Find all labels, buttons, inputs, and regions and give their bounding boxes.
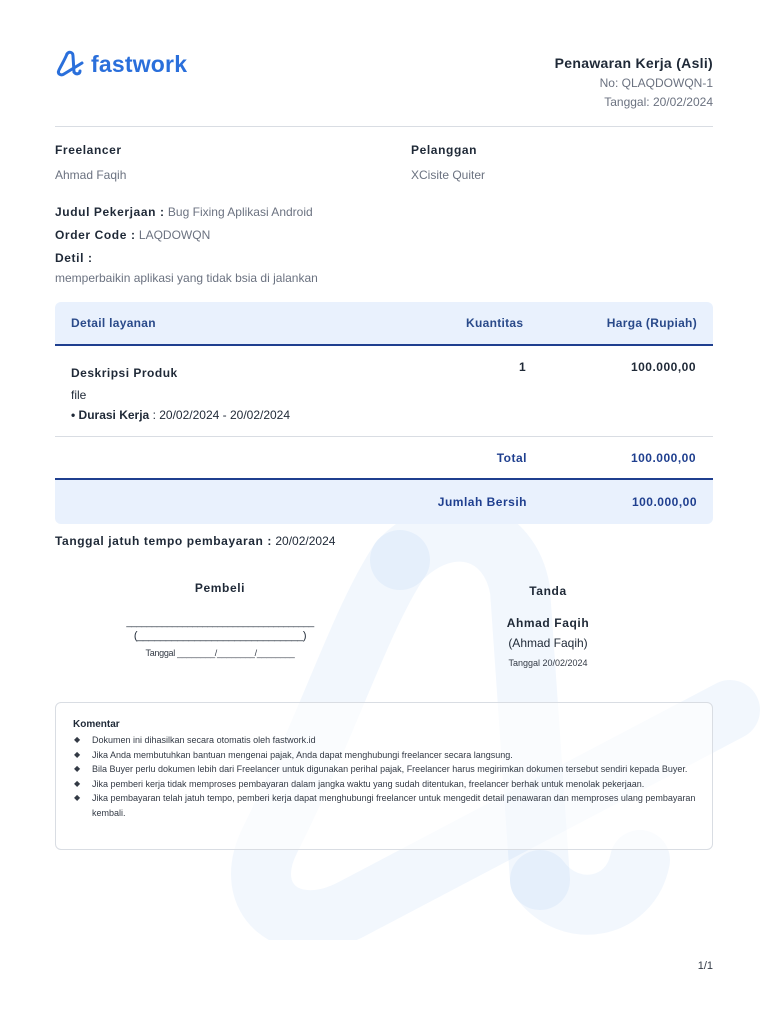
job-title-label: Judul Pekerjaan :: [55, 205, 165, 219]
fastwork-logo: [55, 50, 187, 78]
signer-signature: [448, 584, 648, 668]
job-title-value: Bug Fixing Aplikasi Android: [167, 205, 313, 219]
diamond-bullet-icon: ◆: [74, 793, 81, 802]
order-code-value: LAQDOWQN: [138, 228, 211, 242]
net-value: 100.000,00: [631, 495, 697, 509]
item-price: 100.000,00: [630, 360, 696, 374]
item-name: Deskripsi Produk: [71, 366, 178, 380]
document-date: Tanggal: 20/02/2024: [604, 95, 713, 109]
header-service: Detail layanan: [71, 316, 156, 330]
signer-name-paren: (Ahmad Faqih): [508, 636, 588, 650]
order-code-row: [55, 228, 210, 242]
comment-item: ◆ Bila Buyer perlu dokumen lebih dari Freelancer untuk digunakan perihal pajak, Freelancer harus megirimkan dokumen tersebut sendiri kepada Buyer.: [73, 762, 703, 777]
document-title: Penawaran Kerja (Asli): [554, 55, 713, 71]
header-quantity: Kuantitas: [466, 316, 524, 330]
diamond-bullet-icon: ◆: [74, 749, 81, 759]
signer-date: Tanggal 20/02/2024: [508, 658, 588, 668]
total-value: 100.000,00: [630, 451, 696, 465]
detail-label: Detil :: [55, 251, 93, 265]
comments-box: [55, 702, 713, 850]
document-number: No: QLAQDOWQN-1: [599, 76, 713, 90]
freelancer-label: Freelancer: [55, 143, 122, 157]
diamond-bullet-icon: ◆: [74, 778, 81, 788]
net-label: Jumlah Bersih: [437, 495, 527, 509]
buyer-date-placeholder: Tanggal ________/________/________: [145, 648, 295, 658]
header-price: Harga (Rupiah): [606, 316, 697, 330]
total-label: Total: [496, 451, 527, 465]
customer-label: Pelanggan: [411, 143, 478, 157]
due-date-value: 20/02/2024: [275, 534, 336, 548]
diamond-bullet-icon: ◆: [74, 735, 81, 744]
comment-item: ◆ Jika pembayaran telah jatuh tempo, pemberi kerja dapat menghubungi freelancer untuk mengedit detail penawaran dan memproses ulang pembayaran kembali.: [74, 793, 696, 818]
buyer-label: Pembeli: [194, 581, 246, 595]
buyer-signature: [115, 581, 325, 658]
service-table-header: [55, 302, 713, 346]
item-divider: [55, 436, 713, 437]
comment-item: ◆ Jika Anda membutuhkan bantuan mengenai pajak, Anda dapat menghubungi freelancer secara langsung.: [73, 748, 703, 763]
comment-item: ◆ Dokumen ini dihasilkan secara otomatis oleh fastwork.id: [73, 733, 703, 748]
due-date-row: [55, 534, 335, 548]
job-title-row: [55, 205, 313, 219]
buyer-signature-line: _____________________________________: [126, 617, 314, 628]
brand-name: fastwork: [91, 50, 188, 77]
due-date-label: Tanggal jatuh tempo pembayaran :: [55, 534, 273, 548]
order-code-label: Order Code :: [55, 228, 136, 242]
net-total-band: [55, 478, 713, 524]
signer-label: Tanda: [529, 584, 567, 598]
comments-title: Komentar: [73, 719, 120, 730]
item-description: file: [71, 388, 87, 402]
buyer-name-placeholder: (_____________________________): [133, 630, 307, 642]
customer-name: XCisite Quiter: [411, 168, 486, 182]
header-divider: [55, 126, 713, 127]
page-number: 1/1: [697, 960, 713, 972]
fastwork-logo-icon: [55, 50, 85, 78]
comment-item: ◆ Jika pemberi kerja tidak memproses pembayaran dalam jangka waktu yang sudah ditentukan, freelancer berhak untuk menolak pekerjaan.: [73, 777, 703, 792]
diamond-bullet-icon: ◆: [74, 764, 81, 773]
item-duration-label: • Durasi Kerja: [71, 408, 150, 422]
item-duration: [71, 408, 290, 422]
freelancer-name: Ahmad Faqih: [55, 168, 127, 182]
item-quantity: 1: [519, 360, 527, 374]
signer-name: Ahmad Faqih: [506, 616, 590, 630]
comments-list: [73, 733, 703, 820]
item-duration-value: : 20/02/2024 - 20/02/2024: [152, 408, 291, 422]
detail-value: memperbaikin aplikasi yang tidak bsia di jalankan: [55, 271, 318, 285]
document-header: [555, 55, 713, 109]
